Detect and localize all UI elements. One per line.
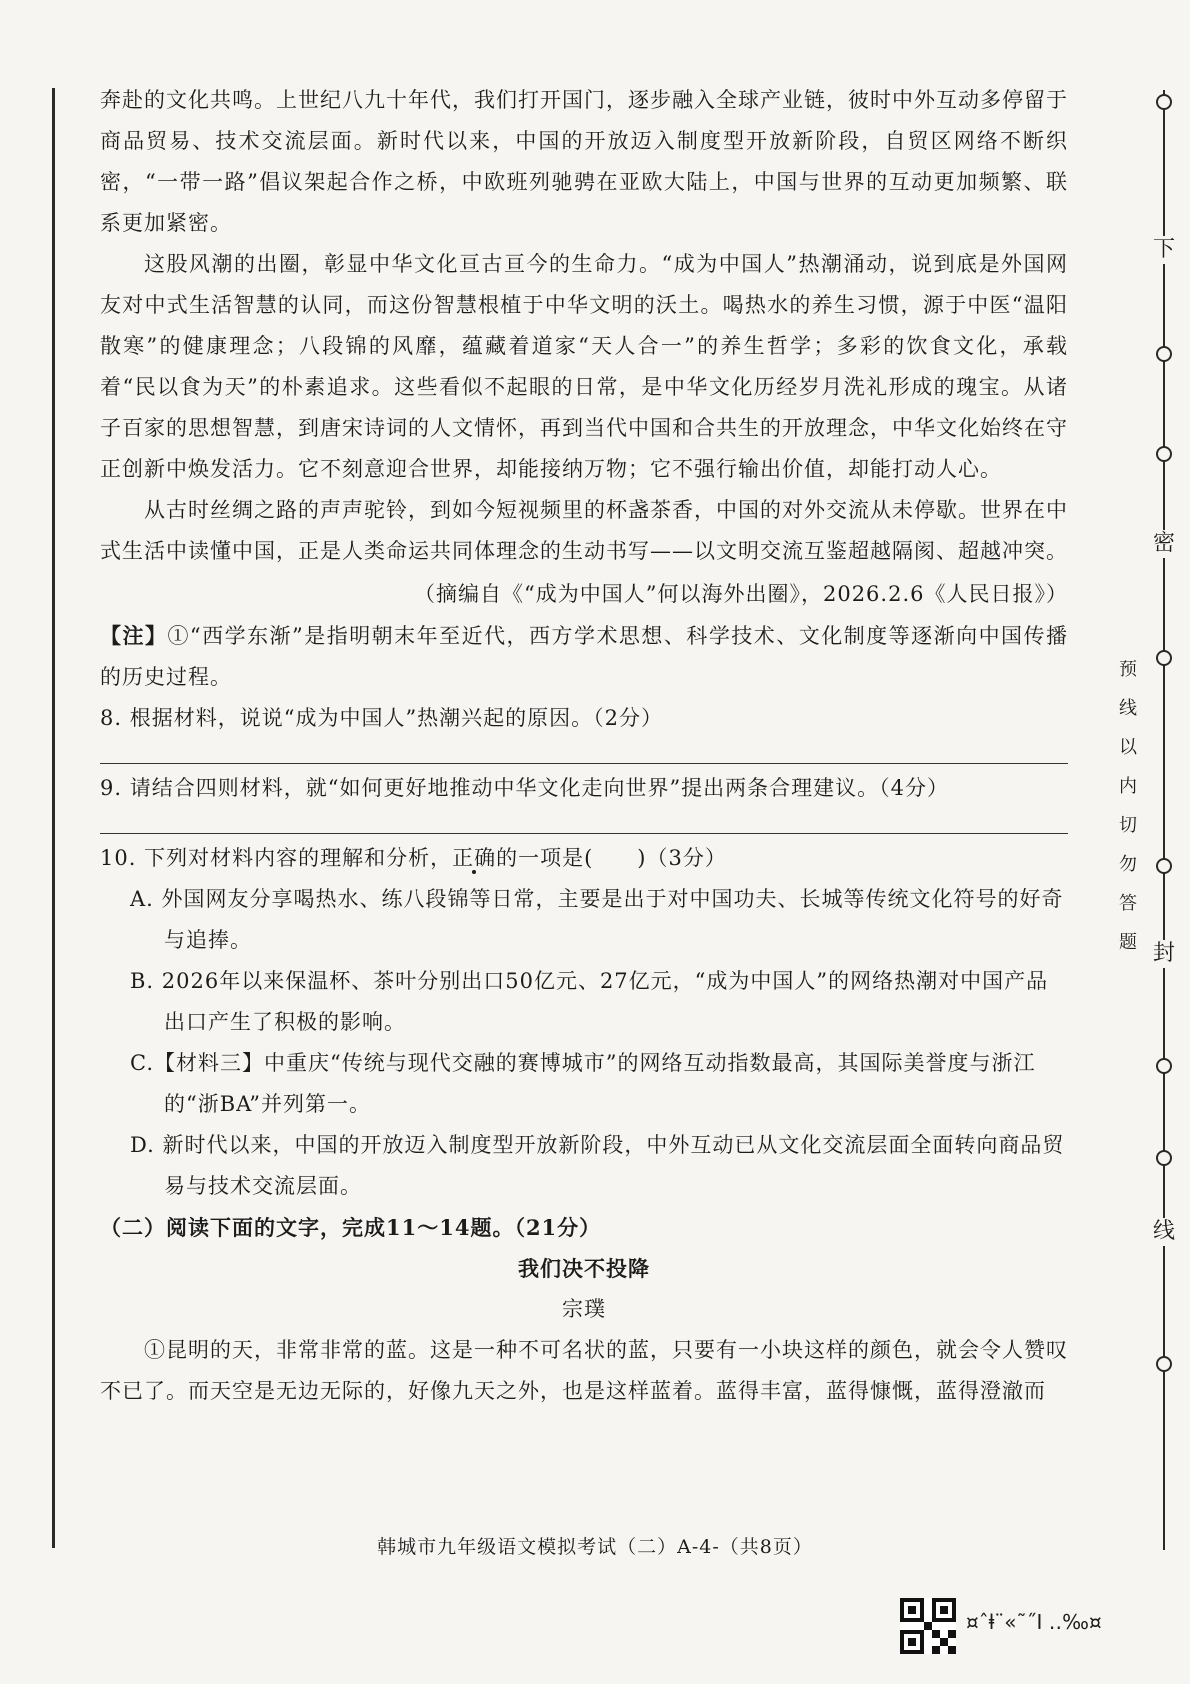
binding-line <box>1163 90 1165 1550</box>
q10-options <box>100 879 1068 1207</box>
option-a[interactable]: A. 外国网友分享喝热水、练八段锦等日常，主要是出于对中国功夫、长城等传统文化符号的好奇与追捧。 <box>130 887 1064 952</box>
question-10 <box>100 838 1068 879</box>
binding-circle-icon <box>1156 94 1172 110</box>
option-c[interactable]: C.【材料三】中重庆“传统与现代交融的赛博城市”的网络互动指数最高，其国际美誉度与浙江的“浙BA”并列第一。 <box>130 1051 1036 1116</box>
source-citation: （摘编自《“成为中国人”何以海外出圈》，2026.2.6《人民日报》） <box>414 582 1068 606</box>
section-heading: （二）阅读下面的文字，完成11～14题。（21分） <box>100 1215 602 1240</box>
binding-circle-icon <box>1156 858 1172 874</box>
binding-char: 封 <box>1150 940 1178 968</box>
q10-stem-end: 的一项是( )（3分） <box>496 846 727 870</box>
binding-circle-icon <box>1156 1356 1172 1372</box>
footnote-tag: 【注】 <box>100 623 168 648</box>
binding-char: 密 <box>1150 530 1178 558</box>
answer-line-q9[interactable] <box>100 809 1068 834</box>
page-content <box>100 80 1068 1412</box>
binding-circle-icon <box>1156 446 1172 462</box>
paragraph-continued: 奔赴的文化共鸣。上世纪八九十年代，我们打开国门，逐步融入全球产业链，彼时中外互动多停留于商品贸易、技术交流层面。新时代以来，中国的开放迈入制度型开放新阶段，自贸区网络不断织密，“一带一路”倡议架起合作之桥，中欧班列驰骋在亚欧大陆上，中国与世界的互动更加频繁、联系更加紧密。 <box>100 88 1068 235</box>
footnote-text: ①“西学东渐”是指明朝末年至近代，西方学术思想、科学技术、文化制度等逐渐向中国传播的历史过程。 <box>100 624 1069 689</box>
q10-stem-start: 10. 下列对材料内容的理解和分析， <box>100 846 453 870</box>
option-d[interactable]: D. 新时代以来，中国的开放迈入制度型开放新阶段，中外互动已从文化交流层面全面转向商品贸易与技术交流层面。 <box>130 1133 1065 1198</box>
paragraph: 这股风潮的出圈，彰显中华文化亘古亘今的生命力。“成为中国人”热潮涌动，说到底是外国网友对中式生活智慧的认同，而这份智慧根植于中华文明的沃土。喝热水的养生习惯，源于中医“温阳散寒”的健康理念；八段锦的风靡，蕴藏着道家“天人合一”的养生哲学；多彩的饮食文化，承载着“民以食为天”的朴素追求。这些看似不起眼的日常，是中华文化历经岁月洗礼形成的瑰宝。从诸子百家的思想智慧，到唐宋诗词的人文情怀，再到当代中国和合共生的开放理念，中华文化始终在守正创新中焕发活力。它不刻意迎合世界，却能接纳万物；它不强行输出价值，却能打动人心。 <box>100 252 1068 481</box>
binding-char: 线 <box>1150 1218 1178 1246</box>
binding-circle-icon <box>1156 346 1172 362</box>
article-author: 宗璞 <box>562 1297 606 1321</box>
paragraph: 从古时丝绸之路的声声驼铃，到如今短视频里的杯盏茶香，中国的对外交流从未停歇。世界在中式生活中读懂中国，正是人类命运共同体理念的生动书写——以文明交流互鉴超越隔阂、超越冲突。 <box>100 498 1068 563</box>
question-9: 9. 请结合四则材料，就“如何更好地推动中华文化走向世界”提出两条合理建议。（4分） <box>100 776 950 800</box>
option-b[interactable]: B. 2026年以来保温杯、茶叶分别出口50亿元、27亿元，“成为中国人”的网络热潮对中国产品出口产生了积极的影响。 <box>130 969 1049 1034</box>
answer-line-q8[interactable] <box>100 739 1068 764</box>
left-margin-rule <box>52 88 55 1548</box>
binding-circle-icon <box>1156 650 1172 666</box>
question-8: 8. 根据材料，说说“成为中国人”热潮兴起的原因。（2分） <box>100 706 664 730</box>
q10-emphasis: 正确 <box>452 846 497 870</box>
binding-margin <box>1136 90 1190 1550</box>
footnote <box>100 615 1068 698</box>
binding-circle-icon <box>1156 1150 1172 1166</box>
article-title: 我们决不投降 <box>518 1256 650 1281</box>
article-paragraph-1: ①昆明的天，非常非常的蓝。这是一种不可名状的蓝，只要有一小块这样的颜色，就会令人赞叹不已了。而天空是无边无际的，好像九天之外，也是这样蓝着。蓝得丰富，蓝得慷慨，蓝得澄澈而 <box>100 1338 1068 1403</box>
qr-code-icon <box>900 1598 956 1654</box>
qr-caption: ¤ˆⱡ¨«˜˝Ι ‥‰¤ <box>966 1610 1102 1634</box>
binding-circle-icon <box>1156 1058 1172 1074</box>
page-footer: 韩城市九年级语文模拟考试（二）A-4-（共8页） <box>377 1536 813 1558</box>
binding-vertical-note: 预线以内切勿答题 <box>1119 659 1137 953</box>
binding-char: 下 <box>1150 236 1178 264</box>
